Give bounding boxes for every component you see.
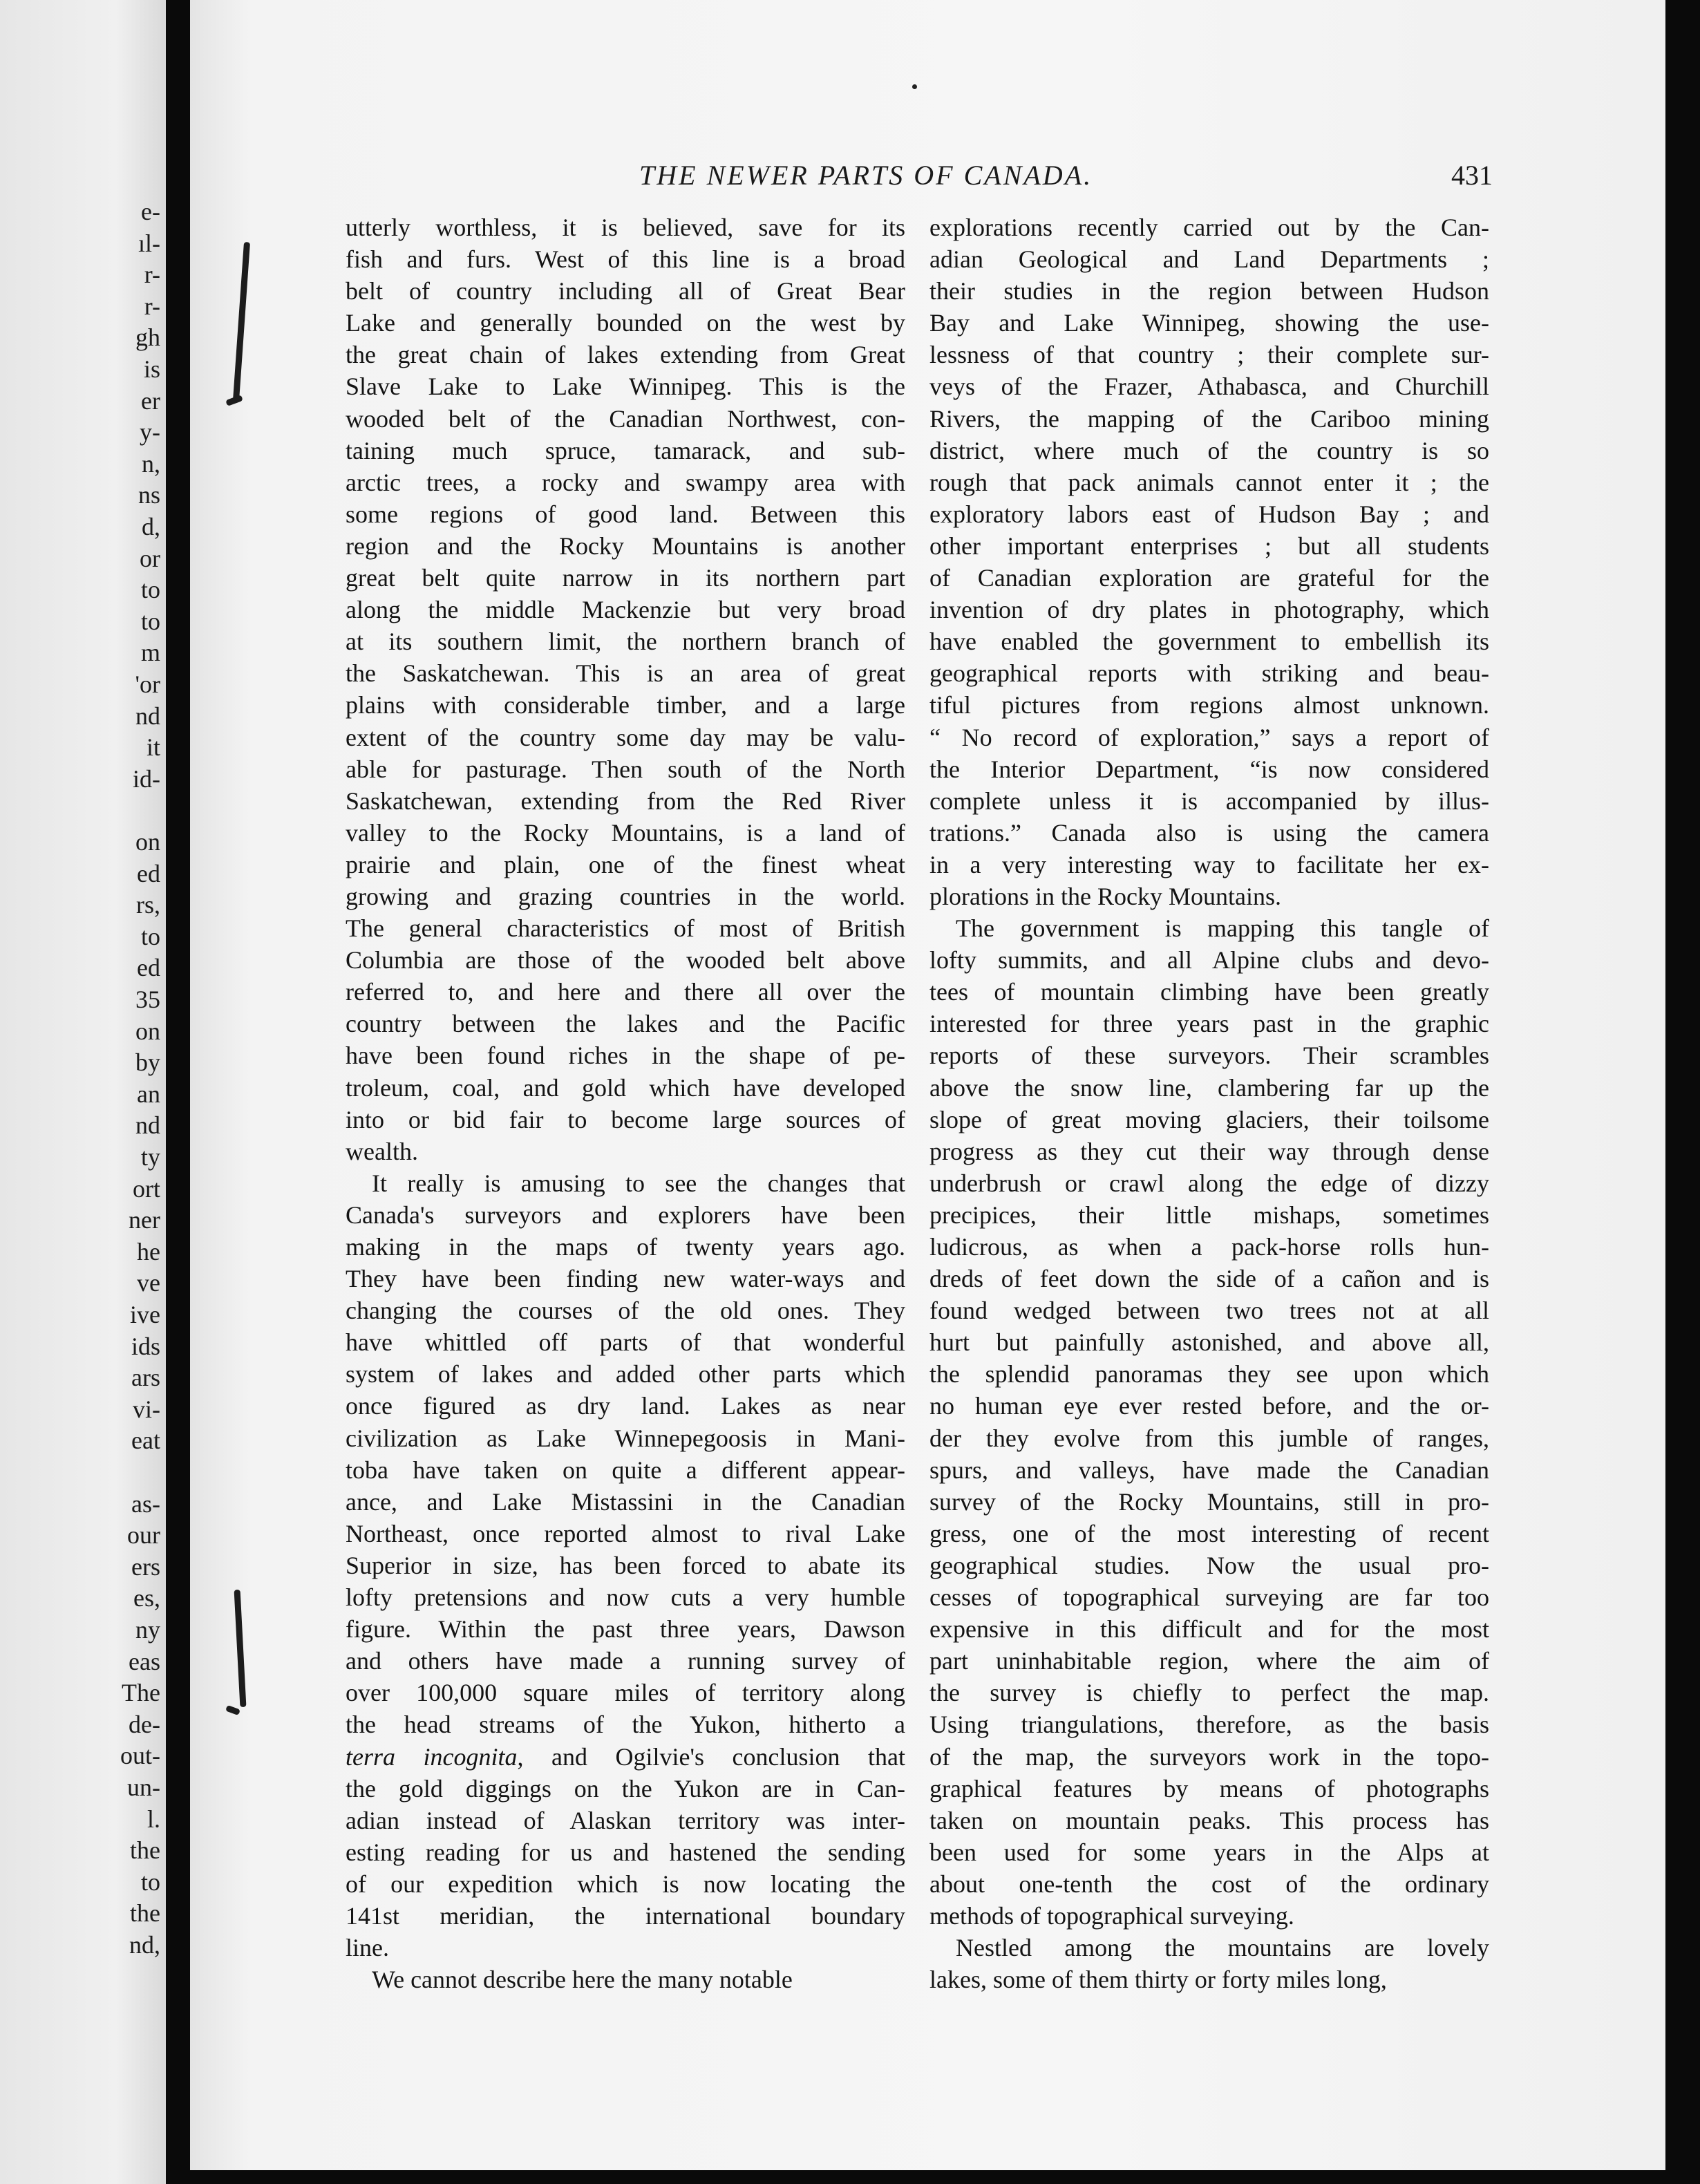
text-line: the gold diggings on the Yukon are in Can-: [346, 1774, 905, 1802]
text-line: great belt quite narrow in its northern part: [346, 564, 905, 592]
text-line: found wedged between two trees not at all: [929, 1297, 1489, 1325]
text-line: trations.” Canada also is using the camera: [929, 818, 1489, 847]
text-line: survey of the Rocky Mountains, still in pro-: [929, 1487, 1489, 1516]
facing-page-fragment: 'or: [135, 670, 160, 698]
text-column-right: [929, 211, 1489, 1995]
text-line: ludicrous, as when a pack-horse rolls hun-: [929, 1233, 1489, 1261]
scan-border-right: [1665, 0, 1700, 2184]
text-line: progress as they cut their way through dense: [929, 1137, 1489, 1165]
facing-page-fragment: ars: [131, 1364, 160, 1392]
facing-page-fragment: ıl-: [138, 229, 160, 257]
facing-page-fragment: to: [140, 922, 160, 950]
facing-page-fragment: er: [141, 386, 160, 415]
text-line: gress, one of the most interesting of recent: [929, 1519, 1489, 1547]
facing-page-fragment: nd: [135, 1111, 160, 1140]
facing-page-fragment: nd,: [129, 1931, 160, 1959]
text-line: about one-tenth the cost of the ordinary: [929, 1870, 1489, 1898]
text-line: arctic trees, a rocky and swampy area with: [346, 468, 905, 496]
facing-page-fragment: d,: [142, 513, 160, 540]
text-column-left: [346, 211, 905, 1995]
text-line: Slave Lake to Lake Winnipeg. This is the: [346, 373, 905, 401]
facing-page-fragment: on: [135, 828, 160, 856]
facing-page-fragment: The: [122, 1679, 160, 1707]
text-line: civilization as Lake Winnepegoosis in Mani-: [346, 1424, 905, 1452]
text-line: wealth.: [346, 1137, 418, 1165]
text-line: the great chain of lakes extending from Great: [346, 341, 905, 369]
facing-page-fragment: de-: [129, 1710, 160, 1738]
text-line: taken on mountain peaks. This process has: [929, 1806, 1489, 1834]
text-line: in a very interesting way to facilitate her ex-: [929, 850, 1489, 878]
facing-page-fragment: un-: [127, 1773, 160, 1801]
text-line: region and the Rocky Mountains is another: [346, 531, 905, 560]
text-line: Saskatchewan, extending from the Red River: [346, 787, 905, 815]
text-line: esting reading for us and hastened the sending: [346, 1838, 905, 1866]
text-line: explorations recently carried out by the Can-: [929, 214, 1489, 241]
text-line: geographical studies. Now the usual pro-: [929, 1551, 1489, 1579]
text-line: of our expedition which is now locating the: [346, 1870, 905, 1898]
text-line: extent of the country some day may be valu-: [346, 723, 905, 751]
facing-page-fragment: ns: [138, 481, 160, 509]
text-line: The general characteristics of most of British: [346, 914, 905, 943]
text-line: able for pasturage. Then south of the North: [346, 755, 905, 783]
text-line: invention of dry plates in photography, which: [929, 596, 1489, 624]
facing-page-fragment: nd: [135, 702, 160, 730]
text-line: The government is mapping this tangle of: [956, 914, 1489, 943]
text-line: wooded belt of the Canadian Northwest, con-: [346, 404, 905, 433]
text-line: line.: [346, 1934, 389, 1962]
facing-page-fragment: ed: [137, 859, 160, 887]
text-line: methods of topographical surveying.: [929, 1901, 1294, 1930]
facing-page-fragment: to: [140, 1867, 160, 1896]
facing-page-fragment: es,: [133, 1584, 160, 1612]
text-line: adian Geological and Land Departments ;: [929, 245, 1489, 274]
text-line: at its southern limit, the northern branch of: [346, 628, 905, 656]
text-line: troleum, coal, and gold which have developed: [346, 1073, 905, 1102]
text-line: lakes, some of them thirty or forty miles long,: [929, 1966, 1387, 1994]
text-line: terra incognita, and Ogilvie's conclusion that: [346, 1742, 906, 1771]
text-line: interested for three years past in the graphic: [929, 1010, 1489, 1038]
scan-border-bottom: [190, 2170, 1665, 2184]
text-line: once figured as dry land. Lakes as near: [346, 1392, 905, 1420]
text-line: lessness of that country ; their complete sur-: [929, 341, 1489, 369]
text-line: Canada's surveyors and explorers have been: [346, 1201, 905, 1229]
text-line: Columbia are those of the wooded belt above: [346, 946, 905, 975]
text-line: adian instead of Alaskan territory was inter-: [346, 1806, 905, 1834]
text-line: district, where much of the country is so: [929, 436, 1489, 464]
text-line: taining much spruce, tamarack, and sub-: [346, 436, 905, 464]
text-line: valley to the Rocky Mountains, is a land of: [346, 818, 905, 847]
text-line: Using triangulations, therefore, as the basis: [929, 1711, 1489, 1739]
text-line: utterly worthless, it is believed, save for its: [346, 214, 905, 241]
text-line: of the map, the surveyors work in the topo-: [929, 1742, 1489, 1771]
facing-page-fragment: ids: [131, 1332, 160, 1360]
text-line: slope of great moving glaciers, their toilsome: [929, 1105, 1489, 1133]
binding-mark: [234, 1590, 247, 1707]
text-line: hurt but painfully astonished, and above all,: [929, 1328, 1489, 1357]
text-line: the Interior Department, “is now considered: [929, 755, 1489, 783]
facing-page-fragment: our: [127, 1521, 160, 1550]
text-line: complete unless it is accompanied by illus-: [929, 787, 1489, 815]
facing-page-fragment: ve: [137, 1269, 160, 1297]
text-line: Rivers, the mapping of the Cariboo mining: [929, 404, 1489, 433]
text-line: above the snow line, clambering far up the: [929, 1073, 1489, 1102]
facing-page-fragment: ner: [129, 1206, 160, 1234]
text-line: graphical features by means of photographs: [929, 1774, 1489, 1802]
text-line: the head streams of the Yukon, hitherto a: [346, 1711, 905, 1739]
text-line: growing and grazing countries in the world.: [346, 882, 905, 910]
facing-page-fragment: by: [135, 1048, 160, 1077]
facing-page-fragment: ny: [135, 1616, 160, 1644]
text-line: geographical reports with striking and beau-: [929, 659, 1489, 688]
text-line: plains with considerable timber, and a large: [346, 691, 905, 719]
binding-gutter: [166, 0, 190, 2184]
text-line: have been found riches in the shape of pe-: [346, 1042, 905, 1070]
facing-page-fragment: l.: [147, 1805, 160, 1833]
text-line: tees of mountain climbing have been greatly: [929, 978, 1489, 1006]
text-line: toba have taken on quite a different appear-: [346, 1456, 905, 1484]
book-page: [190, 0, 1665, 2170]
text-line: 141st meridian, the international boundary: [346, 1901, 905, 1930]
text-line: figure. Within the past three years, Dawson: [346, 1615, 905, 1644]
text-line: referred to, and here and there all over the: [346, 978, 905, 1006]
facing-page-fragment: on: [135, 1017, 160, 1045]
text-line: part uninhabitable region, where the aim of: [929, 1647, 1489, 1675]
facing-page-fragment: he: [137, 1237, 160, 1265]
facing-page-fragment: ive: [130, 1301, 160, 1328]
text-line: underbrush or crawl along the edge of dizzy: [929, 1169, 1489, 1197]
facing-page-fragment: it: [146, 733, 160, 762]
text-line: prairie and plain, one of the finest wheat: [346, 850, 905, 878]
text-line: changing the courses of the old ones. They: [346, 1297, 905, 1325]
text-line: lofty summits, and all Alpine clubs and devo-: [929, 946, 1489, 975]
text-line: Bay and Lake Winnipeg, showing the use-: [929, 309, 1489, 337]
text-line: the splendid panoramas they see upon which: [929, 1360, 1489, 1388]
facing-page-edge: [0, 0, 166, 2184]
page-number: 431: [1451, 160, 1493, 191]
text-line: been used for some years in the Alps at: [929, 1838, 1489, 1866]
facing-page-fragment: as-: [131, 1489, 160, 1518]
text-line: ance, and Lake Mistassini in the Canadian: [346, 1487, 905, 1516]
text-line: Superior in size, has been forced to abate its: [346, 1551, 905, 1579]
text-line: We cannot describe here the many notable: [372, 1966, 793, 1994]
text-line: their studies in the region between Hudson: [929, 277, 1489, 305]
facing-page-fragment: r-: [144, 261, 160, 289]
text-line: Nestled among the mountains are lovely: [956, 1934, 1489, 1962]
facing-page-fragment: gh: [135, 323, 160, 352]
facing-page-fragment: r-: [144, 292, 160, 320]
facing-page-fragment: id-: [133, 764, 160, 793]
facing-page-fragment: 35: [135, 986, 160, 1013]
text-line: system of lakes and added other parts which: [346, 1360, 905, 1388]
text-line: rough that pack animals cannot enter it ; the: [929, 468, 1489, 496]
facing-page-fragment: ers: [131, 1552, 160, 1581]
text-line: exploratory labors east of Hudson Bay ; and: [929, 500, 1489, 528]
facing-page-fragment: to: [140, 607, 160, 635]
facing-page-fragment: m: [140, 639, 160, 667]
binding-mark: [225, 395, 243, 406]
binding-mark: [233, 242, 250, 401]
facing-page-fragment: rs,: [136, 891, 160, 919]
text-line: reports of these surveyors. Their scrambles: [929, 1042, 1489, 1070]
text-line: They have been finding new water-ways and: [346, 1265, 905, 1293]
text-line: belt of country including all of Great Bear: [346, 277, 905, 305]
text-line: over 100,000 square miles of territory along: [346, 1679, 905, 1707]
running-header: [190, 159, 1665, 200]
text-line: veys of the Frazer, Athabasca, and Churchill: [929, 373, 1489, 401]
facing-page-fragment: the: [130, 1836, 160, 1865]
facing-page-fragment: an: [137, 1080, 160, 1108]
text-line: the survey is chiefly to perfect the map.: [929, 1679, 1489, 1707]
facing-page-fragment: is: [143, 355, 160, 383]
facing-page-fragment: eas: [129, 1647, 160, 1675]
text-line: precipices, their little mishaps, sometimes: [929, 1201, 1489, 1229]
text-line: country between the lakes and the Pacific: [346, 1010, 905, 1038]
facing-page-fragment: the: [130, 1899, 160, 1928]
text-line: fish and furs. West of this line is a broad: [346, 245, 905, 274]
text-line: of Canadian exploration are grateful for the: [929, 564, 1489, 592]
facing-page-fragment: out-: [120, 1742, 160, 1770]
speck: [912, 84, 917, 89]
text-line: “ No record of exploration,” says a report of: [929, 723, 1489, 751]
text-line: the Saskatchewan. This is an area of great: [346, 659, 905, 688]
facing-page-fragment: vi-: [133, 1395, 160, 1423]
text-line: It really is amusing to see the changes that: [372, 1169, 905, 1197]
text-line: have enabled the government to embellish its: [929, 628, 1489, 656]
text-line: Northeast, once reported almost to rival Lake: [346, 1519, 905, 1547]
text-line: der they evolve from this jumble of ranges,: [929, 1424, 1489, 1452]
text-line: cesses of topographical surveying are far too: [929, 1583, 1489, 1612]
text-line: into or bid fair to become large sources of: [346, 1105, 905, 1133]
facing-page-fragment: n,: [142, 449, 160, 478]
text-line: have whittled off parts of that wonderful: [346, 1328, 905, 1357]
text-line: tiful pictures from regions almost unknown.: [929, 691, 1489, 719]
facing-page-fragment: eat: [131, 1427, 160, 1455]
facing-page-fragment: y-: [140, 418, 160, 446]
text-line: and others have made a running survey of: [346, 1647, 905, 1675]
facing-page-fragment: ty: [140, 1143, 160, 1171]
text-line: making in the maps of twenty years ago.: [346, 1233, 905, 1261]
binding-mark: [225, 1705, 240, 1715]
italic-phrase: terra incognita: [346, 1742, 518, 1771]
text-line: some regions of good land. Between this: [346, 500, 905, 528]
text-line: dreds of feet down the side of a cañon and is: [929, 1265, 1489, 1293]
facing-page-fragment: to: [140, 576, 160, 604]
text-line: along the middle Mackenzie but very broad: [346, 596, 905, 624]
facing-page-fragment: ed: [137, 954, 160, 982]
text-line: spurs, and valleys, have made the Canadian: [929, 1456, 1489, 1484]
running-title: THE NEWER PARTS OF CANADA.: [639, 160, 1093, 191]
text-line: plorations in the Rocky Mountains.: [929, 882, 1281, 910]
facing-page-fragment: e-: [141, 198, 160, 225]
text-line: expensive in this difficult and for the most: [929, 1615, 1489, 1644]
text-line: Lake and generally bounded on the west by: [346, 309, 905, 337]
facing-page-fragment: or: [140, 544, 160, 572]
text-line: no human eye ever rested before, and the or-: [929, 1392, 1489, 1420]
text-line: lofty pretensions and now cuts a very humble: [346, 1583, 905, 1612]
facing-page-fragment: ort: [133, 1174, 160, 1203]
text-line: other important enterprises ; but all students: [929, 531, 1489, 560]
